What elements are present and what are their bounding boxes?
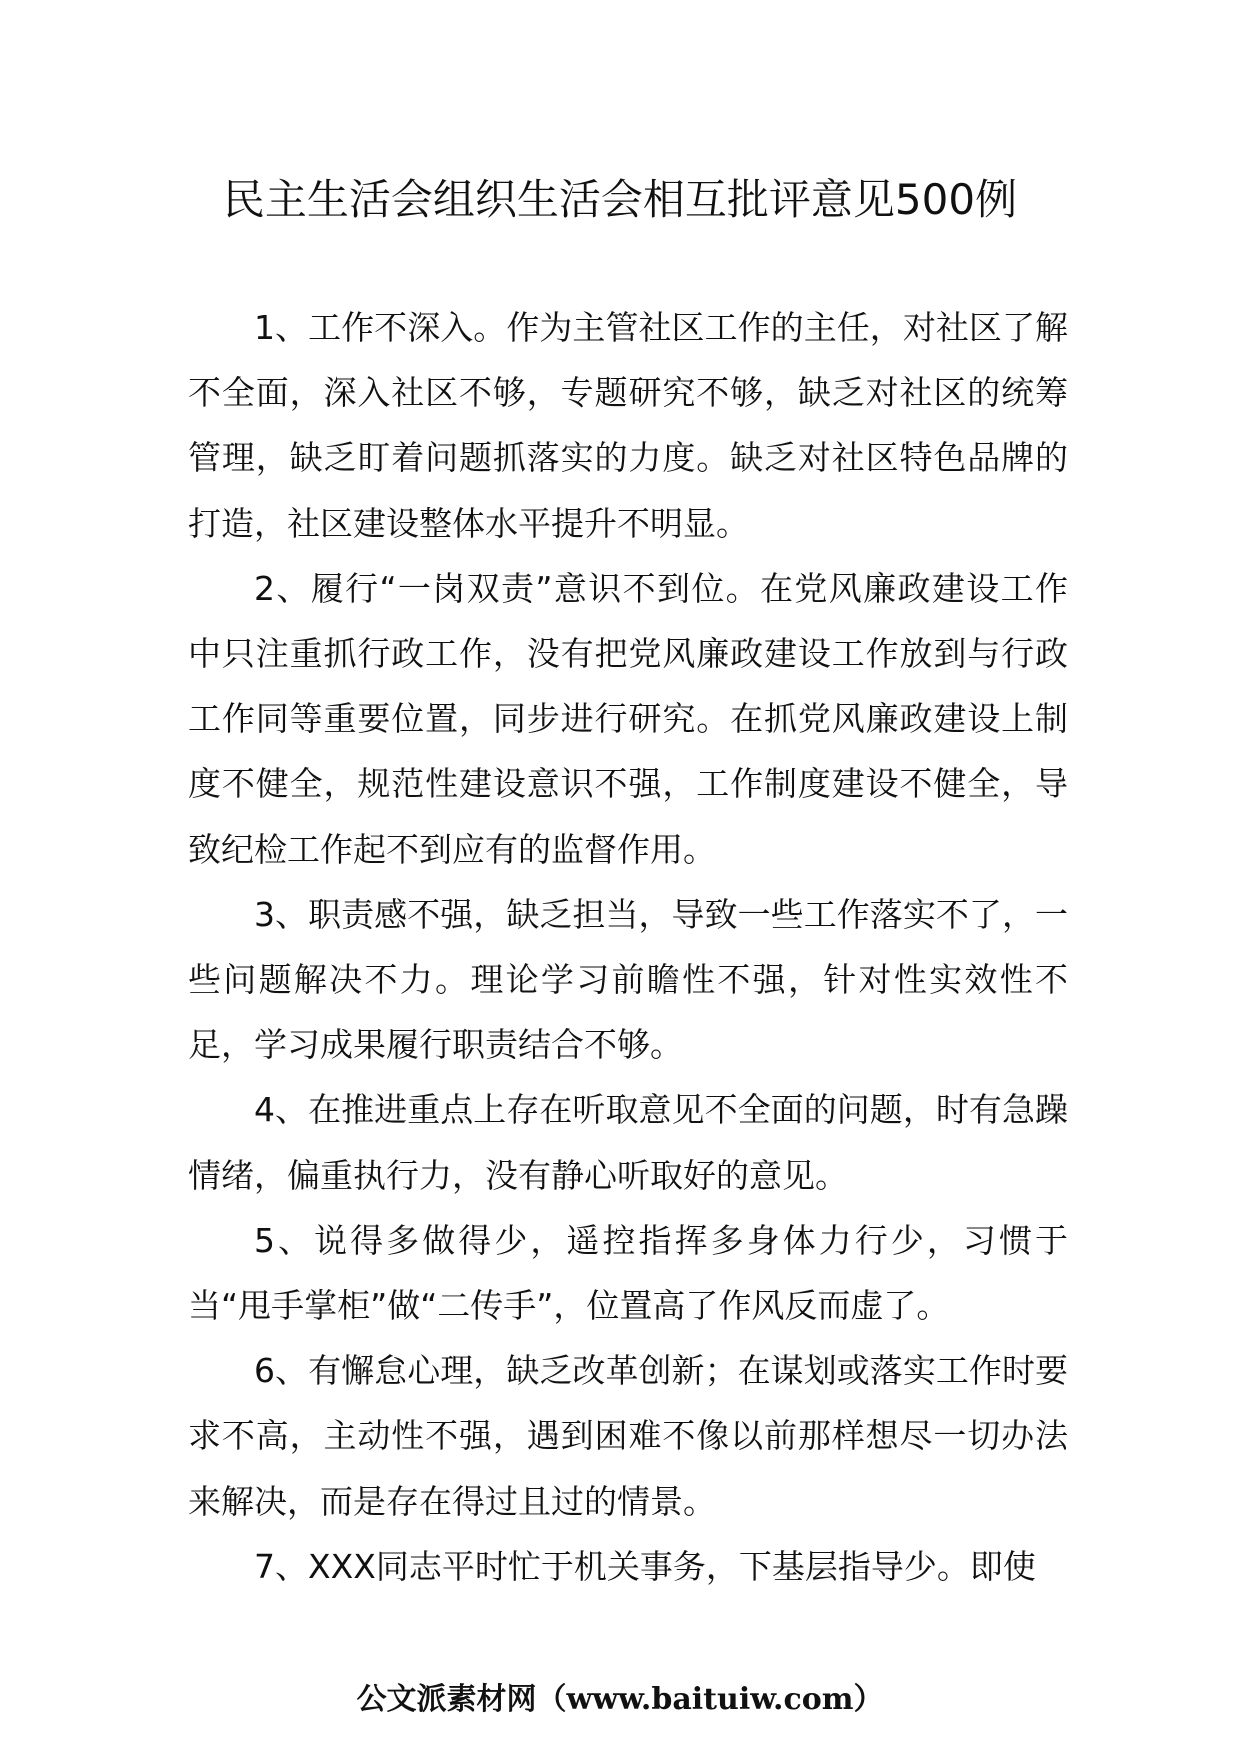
paragraph-1: 1、工作不深入。作为主管社区工作的主任，对社区了解不全面，深入社区不够，专题研究不够，缺乏对社区的统筹管理，缺乏盯着问题抓落实的力度。缺乏对社区特色品牌的打造，社区建设整体水平提升不明显。 <box>188 308 1068 543</box>
paragraph-5: 5、说得多做得少，遥控指挥多身体力行少，习惯于当“甩手掌柜”做“二传手”，位置高了作风反而虚了。 <box>188 1220 1068 1326</box>
paragraph-6: 6、有懈怠心理，缺乏改革创新；在谋划或落实工作时要求不高，主动性不强，遇到困难不像以前那样想尽一切办法来解决，而是存在得过且过的情景。 <box>188 1351 1068 1521</box>
footer-watermark: 公文派素材网（www.baituiw.com） <box>356 1682 884 1717</box>
paragraph-7: 7、XXX同志平时忙于机关事务，下基层指导少。即使 <box>254 1546 1036 1586</box>
document-body <box>188 295 1068 1599</box>
paragraph-4: 4、在推进重点上存在听取意见不全面的问题，时有急躁情绪，偏重执行力，没有静心听取好的意见。 <box>188 1090 1068 1195</box>
document-title: 民主生活会组织生活会相互批评意见500例 <box>222 175 1018 224</box>
paragraph-2: 2、履行“一岗双责”意识不到位。在党风廉政建设工作中只注重抓行政工作，没有把党风廉政建设工作放到与行政工作同等重要位置，同步进行研究。在抓党风廉政建设上制度不健全，规范性建设意识不强，工作制度建设不健全，导致纪检工作起不到应有的监督作用。 <box>188 568 1068 869</box>
paragraph-3: 3、职责感不强，缺乏担当，导致一些工作落实不了，一些问题解决不力。理论学习前瞻性不强，针对性实效性不足，学习成果履行职责结合不够。 <box>188 894 1068 1065</box>
